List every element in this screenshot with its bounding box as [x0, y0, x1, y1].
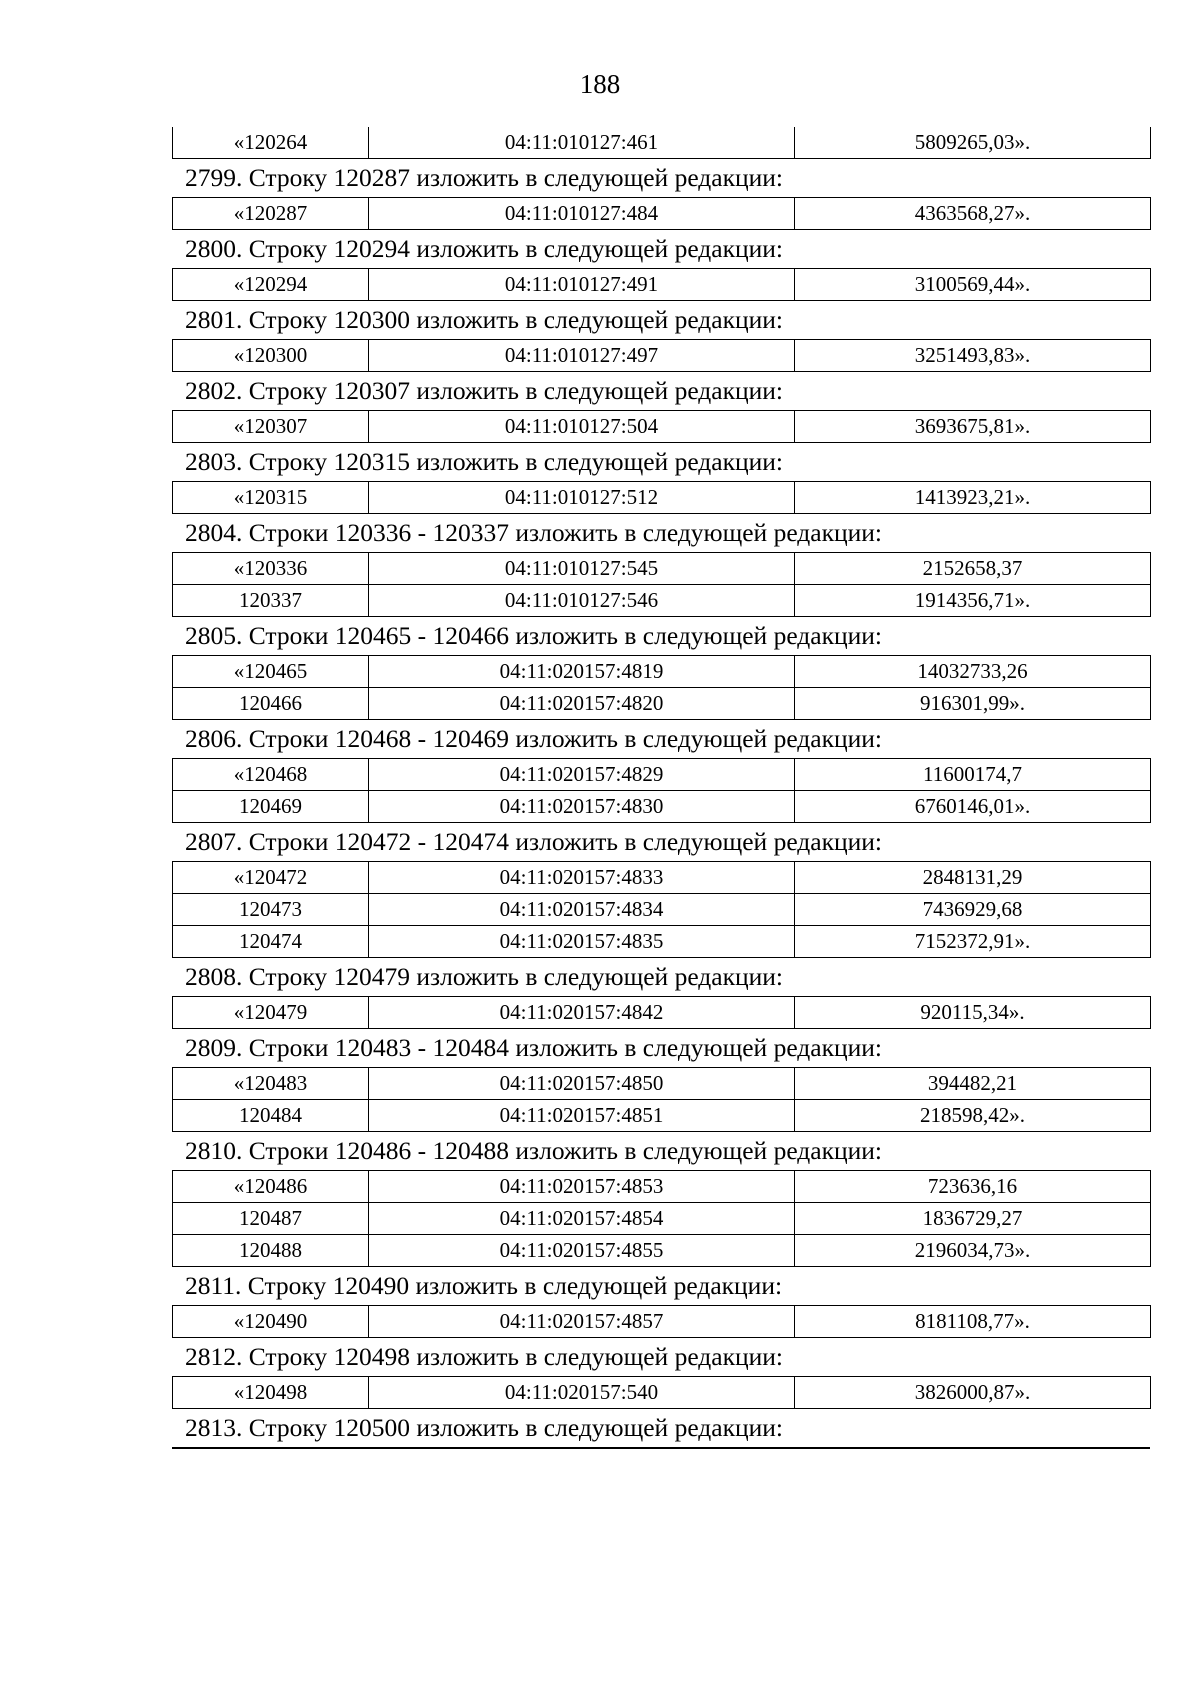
- row-number-cell: «120294: [173, 269, 369, 301]
- cadastral-number-cell: 04:11:020157:4829: [369, 759, 795, 791]
- value-cell: 920115,34».: [795, 997, 1151, 1029]
- cadastral-number-cell: 04:11:020157:4853: [369, 1171, 795, 1203]
- table-row: [173, 791, 1151, 823]
- amendment-heading: 2804. Строки 120336 - 120337 изложить в следующей редакции:: [185, 518, 883, 547]
- amendment-heading: 2800. Строку 120294 изложить в следующей редакции:: [185, 234, 784, 263]
- cadastral-number-cell: 04:11:010127:461: [369, 127, 795, 159]
- amendment-heading: 2813. Строку 120500 изложить в следующей редакции:: [185, 1413, 784, 1442]
- row-number-cell: «120468: [173, 759, 369, 791]
- amendment-table: [172, 552, 1151, 617]
- row-number-cell: «120483: [173, 1068, 369, 1100]
- value-cell: 2152658,37: [795, 553, 1151, 585]
- page-number: 188: [579, 69, 621, 99]
- table-row: [173, 340, 1151, 372]
- table-row: [173, 1100, 1151, 1132]
- amendment-heading: 2803. Строку 120315 изложить в следующей редакции:: [185, 447, 784, 476]
- value-cell: 4363568,27».: [795, 198, 1151, 230]
- value-cell: 3251493,83».: [795, 340, 1151, 372]
- table-row: [173, 894, 1151, 926]
- table-row: [173, 759, 1151, 791]
- value-cell: 7152372,91».: [795, 926, 1151, 958]
- cadastral-number-cell: 04:11:020157:4833: [369, 862, 795, 894]
- table-row: [173, 656, 1151, 688]
- value-cell: 723636,16: [795, 1171, 1151, 1203]
- table-row: [173, 411, 1151, 443]
- row-number-cell: «120490: [173, 1306, 369, 1338]
- row-number-cell: «120498: [173, 1377, 369, 1409]
- amendment-table: [172, 339, 1151, 372]
- table-row: [173, 198, 1151, 230]
- page-end-rule: [172, 1447, 1150, 1449]
- amendment-table: [172, 655, 1151, 720]
- value-cell: 394482,21: [795, 1068, 1151, 1100]
- table-row: [173, 688, 1151, 720]
- value-cell: 1413923,21».: [795, 482, 1151, 514]
- cadastral-number-cell: 04:11:020157:4819: [369, 656, 795, 688]
- cadastral-number-cell: 04:11:020157:4855: [369, 1235, 795, 1267]
- row-number-cell: «120315: [173, 482, 369, 514]
- row-number-cell: «120472: [173, 862, 369, 894]
- amendment-table: [172, 1305, 1151, 1338]
- table-row: [173, 997, 1151, 1029]
- row-number-cell: «120307: [173, 411, 369, 443]
- value-cell: 11600174,7: [795, 759, 1151, 791]
- cadastral-number-cell: 04:11:020157:4835: [369, 926, 795, 958]
- table-row: [173, 269, 1151, 301]
- table-row: [173, 926, 1151, 958]
- document-body: [172, 127, 1150, 1449]
- table-row: [173, 127, 1151, 159]
- amendment-heading: 2802. Строку 120307 изложить в следующей редакции:: [185, 376, 784, 405]
- row-number-cell: «120479: [173, 997, 369, 1029]
- table-row: [173, 482, 1151, 514]
- value-cell: 7436929,68: [795, 894, 1151, 926]
- row-number-cell: 120487: [173, 1203, 369, 1235]
- cadastral-number-cell: 04:11:020157:4830: [369, 791, 795, 823]
- cadastral-number-cell: 04:11:020157:4850: [369, 1068, 795, 1100]
- amendment-heading: 2809. Строки 120483 - 120484 изложить в следующей редакции:: [185, 1033, 883, 1062]
- row-number-cell: 120469: [173, 791, 369, 823]
- cadastral-number-cell: 04:11:020157:4842: [369, 997, 795, 1029]
- value-cell: 3693675,81».: [795, 411, 1151, 443]
- cadastral-number-cell: 04:11:020157:4834: [369, 894, 795, 926]
- amendment-table: [172, 481, 1151, 514]
- row-number-cell: 120474: [173, 926, 369, 958]
- row-number-cell: «120336: [173, 553, 369, 585]
- amendment-heading: 2799. Строку 120287 изложить в следующей редакции:: [185, 163, 784, 192]
- value-cell: 14032733,26: [795, 656, 1151, 688]
- row-number-cell: 120473: [173, 894, 369, 926]
- value-cell: 6760146,01».: [795, 791, 1151, 823]
- value-cell: 2196034,73».: [795, 1235, 1151, 1267]
- amendment-heading: 2801. Строку 120300 изложить в следующей редакции:: [185, 305, 784, 334]
- cadastral-number-cell: 04:11:010127:491: [369, 269, 795, 301]
- table-row: [173, 1377, 1151, 1409]
- table-row: [173, 862, 1151, 894]
- row-number-cell: 120466: [173, 688, 369, 720]
- cadastral-number-cell: 04:11:010127:512: [369, 482, 795, 514]
- amendment-heading: 2805. Строки 120465 - 120466 изложить в следующей редакции:: [185, 621, 883, 650]
- cadastral-number-cell: 04:11:010127:545: [369, 553, 795, 585]
- amendment-table: [172, 1376, 1151, 1409]
- row-number-cell: 120488: [173, 1235, 369, 1267]
- amendment-table: [172, 197, 1151, 230]
- cadastral-number-cell: 04:11:020157:540: [369, 1377, 795, 1409]
- value-cell: 8181108,77».: [795, 1306, 1151, 1338]
- cadastral-number-cell: 04:11:010127:497: [369, 340, 795, 372]
- value-cell: 3826000,87».: [795, 1377, 1151, 1409]
- value-cell: 5809265,03».: [795, 127, 1151, 159]
- amendment-heading: 2808. Строку 120479 изложить в следующей редакции:: [185, 962, 784, 991]
- amendment-heading: 2810. Строки 120486 - 120488 изложить в следующей редакции:: [185, 1136, 883, 1165]
- row-number-cell: «120287: [173, 198, 369, 230]
- amendment-table: [172, 861, 1151, 958]
- table-row: [173, 1203, 1151, 1235]
- row-number-cell: 120337: [173, 585, 369, 617]
- row-number-cell: «120264: [173, 127, 369, 159]
- amendment-table: [172, 1067, 1151, 1132]
- cadastral-number-cell: 04:11:010127:484: [369, 198, 795, 230]
- row-number-cell: 120484: [173, 1100, 369, 1132]
- amendment-table: [172, 758, 1151, 823]
- row-number-cell: «120486: [173, 1171, 369, 1203]
- row-number-cell: «120465: [173, 656, 369, 688]
- cadastral-number-cell: 04:11:020157:4820: [369, 688, 795, 720]
- row-number-cell: «120300: [173, 340, 369, 372]
- amendment-table: [172, 1170, 1151, 1267]
- cadastral-number-cell: 04:11:020157:4854: [369, 1203, 795, 1235]
- table-row: [173, 1068, 1151, 1100]
- amendment-heading: 2806. Строки 120468 - 120469 изложить в следующей редакции:: [185, 724, 883, 753]
- table-row: [173, 585, 1151, 617]
- value-cell: 1914356,71».: [795, 585, 1151, 617]
- value-cell: 218598,42».: [795, 1100, 1151, 1132]
- amendment-table: [172, 127, 1151, 159]
- cadastral-number-cell: 04:11:010127:546: [369, 585, 795, 617]
- amendment-table: [172, 996, 1151, 1029]
- amendment-heading: 2812. Строку 120498 изложить в следующей редакции:: [185, 1342, 784, 1371]
- cadastral-number-cell: 04:11:010127:504: [369, 411, 795, 443]
- table-row: [173, 1235, 1151, 1267]
- amendment-table: [172, 268, 1151, 301]
- amendment-table: [172, 410, 1151, 443]
- value-cell: 1836729,27: [795, 1203, 1151, 1235]
- cadastral-number-cell: 04:11:020157:4851: [369, 1100, 795, 1132]
- table-row: [173, 1171, 1151, 1203]
- table-row: [173, 553, 1151, 585]
- value-cell: 2848131,29: [795, 862, 1151, 894]
- amendment-heading: 2807. Строки 120472 - 120474 изложить в следующей редакции:: [185, 827, 883, 856]
- cadastral-number-cell: 04:11:020157:4857: [369, 1306, 795, 1338]
- amendment-heading: 2811. Строку 120490 изложить в следующей редакции:: [185, 1271, 783, 1300]
- value-cell: 3100569,44».: [795, 269, 1151, 301]
- value-cell: 916301,99».: [795, 688, 1151, 720]
- table-row: [173, 1306, 1151, 1338]
